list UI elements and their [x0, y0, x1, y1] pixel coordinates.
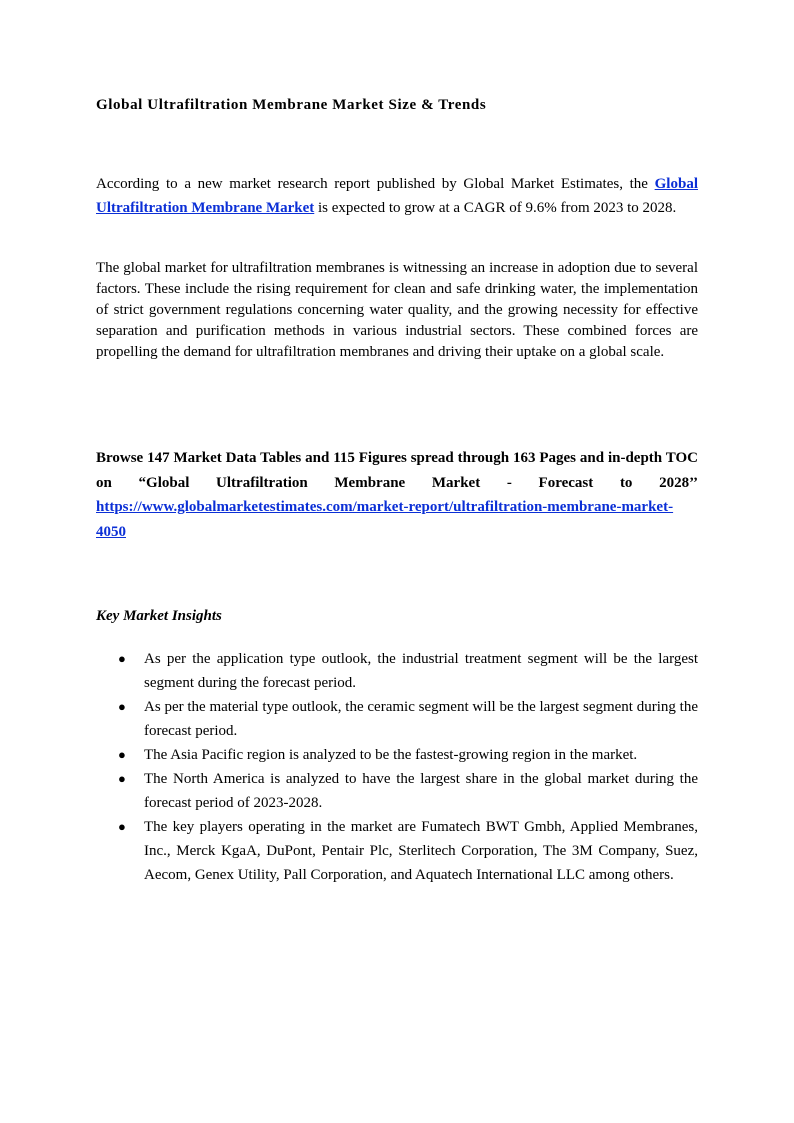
list-item [96, 767, 698, 815]
list-item-text: The key players operating in the market are Fumatech BWT Gmbh, Applied Membranes, Inc., Merck KgaA, DuPont, Pentair Plc, Sterlitech Corporation, The 3M Company, Suez, Aecom, Genex Utility, Pall Corporation, and Aquatech International LLC among others. [144, 819, 698, 883]
list-item [96, 695, 698, 743]
market-report-link[interactable]: Global Ultrafiltration Membrane Market [96, 176, 698, 216]
intro-paragraph [96, 172, 698, 220]
list-item [96, 743, 698, 767]
report-url-link[interactable]: https://www.globalmarketestimates.com/market-report/ultrafiltration-membrane-market-4050 [96, 499, 674, 540]
browse-toc-paragraph [96, 446, 698, 544]
list-item-text: The Asia Pacific region is analyzed to be the fastest-growing region in the market. [144, 747, 638, 763]
bullet-icon: ● [118, 747, 126, 762]
list-item-text: The North America is analyzed to have the largest share in the global market during the forecast period of 2023-2028. [144, 771, 698, 811]
key-insights-heading: Key Market Insights [96, 608, 222, 624]
bullet-icon: ● [118, 771, 126, 786]
intro-text-after-link: is expected to grow at a CAGR of 9.6% from 2023 to 2028. [314, 200, 677, 216]
browse-text: Browse 147 Market Data Tables and 115 Figures spread through 163 Pages and in-depth TOC on “Global Ultrafiltration Membrane Market - Forecast to 2028’’ [96, 450, 698, 491]
list-item [96, 647, 698, 695]
bullet-icon: ● [118, 699, 126, 714]
page-title: Global Ultrafiltration Membrane Market Size & Trends [96, 97, 487, 113]
list-item-text: As per the material type outlook, the ceramic segment will be the largest segment during the forecast period. [144, 699, 698, 739]
list-item [96, 815, 698, 887]
list-item-text: As per the application type outlook, the industrial treatment segment will be the largest segment during the forecast period. [144, 651, 698, 691]
bullet-icon: ● [118, 819, 126, 834]
market-drivers-paragraph: The global market for ultrafiltration membranes is witnessing an increase in adoption due to several factors. These include the rising requirement for clean and safe drinking water, the implementation of strict government regulations concerning water quality, and the growing necessity for effective separation and purification methods in various industrial sectors. These combined forces are propelling the demand for ultrafiltration membranes and driving their uptake on a global scale. [96, 260, 698, 360]
key-insights-list [96, 647, 698, 887]
bullet-icon: ● [118, 651, 126, 666]
intro-text-before-link: According to a new market research report published by Global Market Estimates, the [96, 176, 655, 192]
